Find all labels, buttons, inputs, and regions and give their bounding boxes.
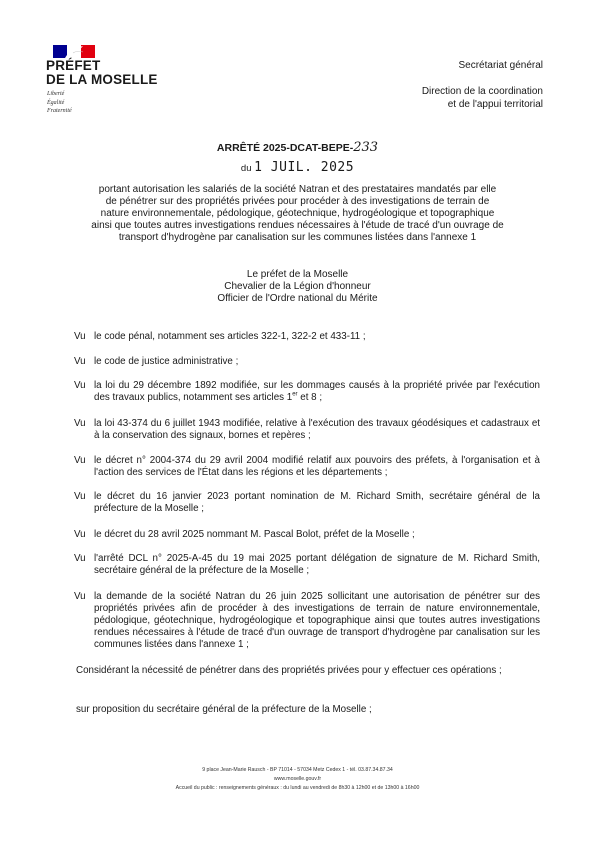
footer-address: 9 place Jean-Marie Rausch - BP 71014 - 57034 Metz Cedex 1 - tél. 03.87.34.87.34 — [202, 767, 393, 773]
vu-label: Vu — [74, 591, 86, 602]
visa-text: la demande de la société Natran du 26 juin 2025 sollicitant une autorisation de pénétrer sur des propriétés privées afin de procéder à des investigations de terrain de nature environnementale, pédologique, géotechnique, hydrogéologique et topographique ainsi que toutes autres investigations rendues nécessaires à l'étude de tracé d'un ouvrage de transport d'hydrogène par canalisation sur les communes listées dans l'annexe 1 ; — [94, 591, 540, 650]
direction-label — [422, 85, 543, 111]
visa-item — [74, 418, 540, 442]
signatory-line: Chevalier de la Légion d'honneur — [224, 281, 371, 292]
visa-text-tail: et 8 ; — [297, 392, 323, 403]
visa-item — [74, 591, 540, 651]
arrete-number-handwritten: 233 — [353, 140, 379, 155]
signatory-line: Le préfet de la Moselle — [246, 269, 349, 280]
arrete-objet — [72, 184, 523, 244]
visa-text: la loi 43-374 du 6 juillet 1943 modifiée, relative à l'exécution des travaux géodésiques et cadastraux et à la conservation des signaux, bornes et repères ; — [94, 418, 540, 441]
visa-item — [74, 553, 540, 577]
arrete-title — [0, 140, 595, 155]
date-prefix: du — [240, 163, 252, 174]
vu-label: Vu — [74, 491, 86, 502]
objet-line: nature environnementale, pédologique, géotechnique, hydrogéologique et topographique — [100, 208, 495, 219]
visa-item — [74, 356, 540, 368]
arrete-date — [0, 160, 595, 175]
vu-label: Vu — [74, 529, 86, 540]
visa-item — [74, 491, 540, 515]
visa-item — [74, 529, 540, 541]
vu-label: Vu — [74, 331, 86, 342]
vu-label: Vu — [74, 418, 86, 429]
vu-label: Vu — [74, 380, 86, 391]
secretariat-general: Secrétariat général — [458, 60, 543, 71]
direction-line-1: Direction de la coordination — [421, 86, 543, 97]
motto-liberte: Liberté — [47, 91, 65, 97]
motto-fraternite: Fraternité — [47, 108, 72, 114]
visa-item — [74, 455, 540, 479]
visa-text: l'arrêté DCL n° 2025-A-45 du 19 mai 2025 portant délégation de signature de M. Richard Smith, secrétaire général de la préfecture de la Moselle ; — [94, 553, 540, 576]
motto-egalite: Égalité — [47, 99, 65, 106]
objet-line: de pénétrer sur des propriétés privées pour procéder à des investigations de terrain de — [105, 196, 490, 207]
visa-superscript: er — [292, 391, 298, 398]
vu-label: Vu — [74, 356, 86, 367]
date-stamp: 1 JUIL. 2025 — [254, 160, 355, 175]
logo-line-2: DE LA MOSELLE — [46, 72, 158, 87]
visa-text: le décret du 28 avril 2025 nommant M. Pascal Bolot, préfet de la Moselle ; — [94, 529, 415, 540]
considerant: Considérant la nécessité de pénétrer dans des propriétés privées pour y effectuer ces opérations ; — [76, 665, 502, 676]
footer-hours: Accueil du public : renseignements généraux : du lundi au vendredi de 8h30 à 12h00 et de 13h00 à 16h00 — [175, 785, 420, 791]
arrete-title-prefix: ARRÊTÉ 2025-DCAT-BEPE- — [216, 142, 354, 154]
visa-text — [94, 380, 540, 404]
objet-line: transport d'hydrogène par canalisation sur les communes listées dans l'annexe 1 — [118, 232, 477, 243]
signatory-block — [0, 269, 595, 305]
signatory-line: Officier de l'Ordre national du Mérite — [217, 293, 378, 304]
proposition: sur proposition du secrétaire général de la préfecture de la Moselle ; — [76, 704, 372, 715]
objet-line: ainsi que toutes autres investigations rendues nécessaires à l'étude de tracé d'un ouvrage de — [91, 220, 504, 231]
footer-website[interactable]: www.moselle.gouv.fr — [273, 776, 322, 782]
marianne-flag-logo — [53, 45, 95, 58]
logo-line-1: PRÉFET — [46, 58, 101, 73]
visa-text: le code de justice administrative ; — [94, 356, 239, 367]
prefet-logo-text — [46, 59, 158, 87]
republic-motto — [47, 90, 72, 116]
vu-label: Vu — [74, 455, 86, 466]
objet-line: portant autorisation les salariés de la société Natran et des prestataires mandatés par elle — [98, 184, 497, 195]
visa-text: le code pénal, notamment ses articles 322-1, 322-2 et 433-11 ; — [94, 331, 366, 342]
vu-label: Vu — [74, 553, 86, 564]
visa-item — [74, 380, 540, 404]
visa-text: le décret n° 2004-374 du 29 avril 2004 modifié relatif aux pouvoirs des préfets, à l'organisation et à l'action des services de l'État dans les régions et les départements ; — [94, 455, 540, 478]
visa-text-main: la loi du 29 décembre 1892 modifiée, sur les dommages causés à la propriété privée par l'exécution des travaux publics, notamment ses articles 1 — [94, 380, 540, 403]
visa-item — [74, 331, 540, 343]
visa-text: le décret du 16 janvier 2023 portant nomination de M. Richard Smith, secrétaire général de la préfecture de la Moselle ; — [94, 491, 540, 514]
direction-line-2: et de l'appui territorial — [447, 99, 543, 110]
